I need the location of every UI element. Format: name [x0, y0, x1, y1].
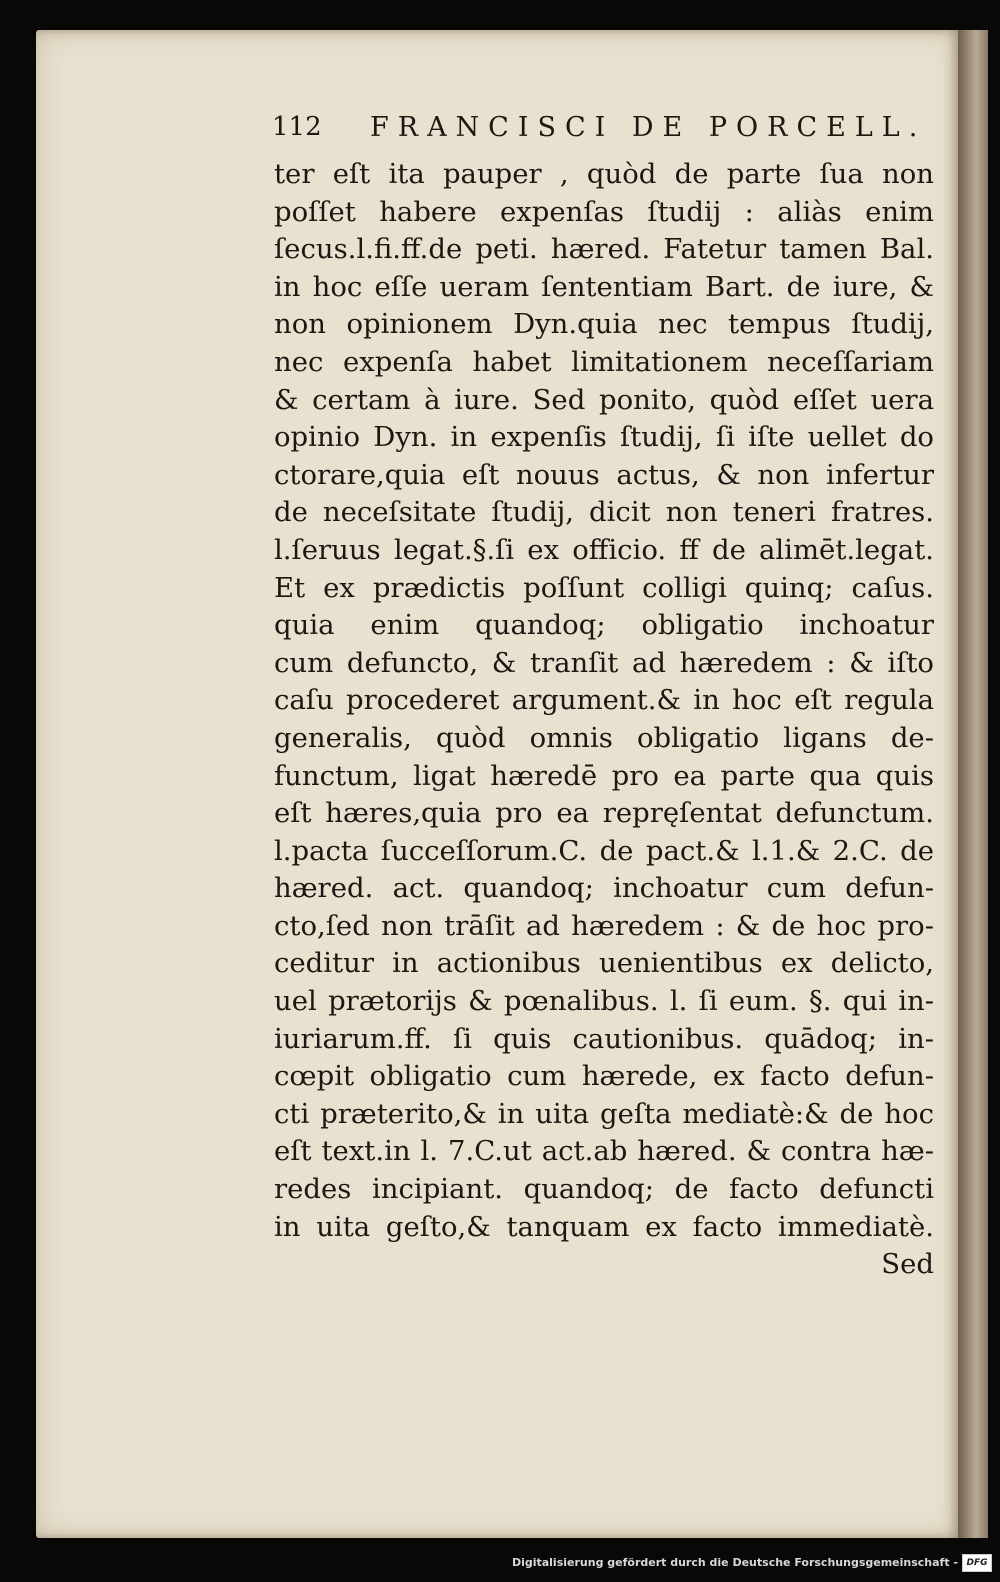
text-line: cto,ſed non trāſit ad hæredem : & de hoc pro- [274, 909, 934, 942]
body-text [274, 156, 934, 1284]
text-line: generalis, quòd omnis obligatio ligans de- [274, 721, 934, 754]
text-line: Et ex prædictis poſſunt colligi quinq; caſus. [274, 571, 934, 604]
text-line: ter eſt ita pauper , quòd de parte ſua non [274, 158, 934, 190]
text-line: redes incipiant. quandoq; de facto defuncti [274, 1173, 934, 1206]
text-line: eſt hæres,quia pro ea repręſentat defunctum. [274, 797, 934, 830]
text-line: & certam à iure. Sed ponito, quòd eſſet uera [274, 383, 934, 416]
text-line: eſt text.in l. 7.C.ut act.ab hæred. & contra hæ- [274, 1135, 934, 1168]
text-line: cum defuncto, & tranſit ad hæredem : & iſto [274, 646, 934, 679]
page-edge [958, 30, 988, 1538]
running-title: FRANCISCI DE PORCELL. [370, 112, 927, 143]
text-line: caſu procederet argument.& in hoc eſt regula [274, 684, 934, 717]
text-line: l.ſeruus legat.§.ſi ex officio. ff de alimēt.legat. [274, 533, 934, 566]
text-line: ceditur in actionibus uenientibus ex delicto, [274, 947, 934, 980]
catchword: Sed [881, 1248, 934, 1281]
text-line: nec expenſa habet limitationem neceſſariam [274, 345, 934, 378]
text-line: hæred. act. quandoq; inchoatur cum defun- [274, 872, 934, 905]
running-head [272, 112, 952, 152]
text-line: opinio Dyn. in expenſis ſtudij, ſi iſte uellet do [274, 421, 934, 454]
text-line: in hoc eſſe ueram ſententiam Bart. de iure, & [274, 270, 934, 303]
text-line: ſecus.l.fi.ff.de peti. hæred. Fatetur tamen Bal. [274, 233, 934, 266]
text-line: ctorare,quia eſt nouus actus, & non infertur [274, 458, 934, 491]
text-line: l.pacta ſucceſſorum.C. de pact.& l.1.& 2.C. de [274, 834, 934, 867]
text-line: functum, ligat hæredē pro ea parte qua quis [274, 759, 934, 792]
text-line: in uita geſto,& tanquam ex facto immediatè. [274, 1210, 934, 1243]
text-line: quia enim quandoq; obligatio inchoatur [274, 609, 934, 642]
footer-credit-band [0, 1550, 1000, 1582]
text-line: non opinionem Dyn.quia nec tempus ſtudij, [274, 308, 934, 341]
page-number: 112 [272, 112, 322, 142]
text-line: uel prætorijs & pœnalibus. l. ſi eum. §. qui in- [274, 985, 934, 1018]
dfg-logo-icon: DFG [962, 1554, 992, 1572]
text-line: iuriarum.ff. ſi quis cautionibus. quādoq; in- [274, 1022, 934, 1055]
text-line: cœpit obligatio cum hærede, ex facto defun- [274, 1060, 934, 1093]
text-line: cti præterito,& in uita geſta mediatè:& de hoc [274, 1097, 934, 1130]
text-line: poſſet habere expenſas ſtudij : aliàs enim [274, 195, 934, 228]
funding-credit: Digitalisierung gefördert durch die Deutsche Forschungsgemeinschaft - [511, 1556, 958, 1569]
text-line: de neceſsitate ſtudij, dicit non teneri fratres. [274, 496, 934, 529]
